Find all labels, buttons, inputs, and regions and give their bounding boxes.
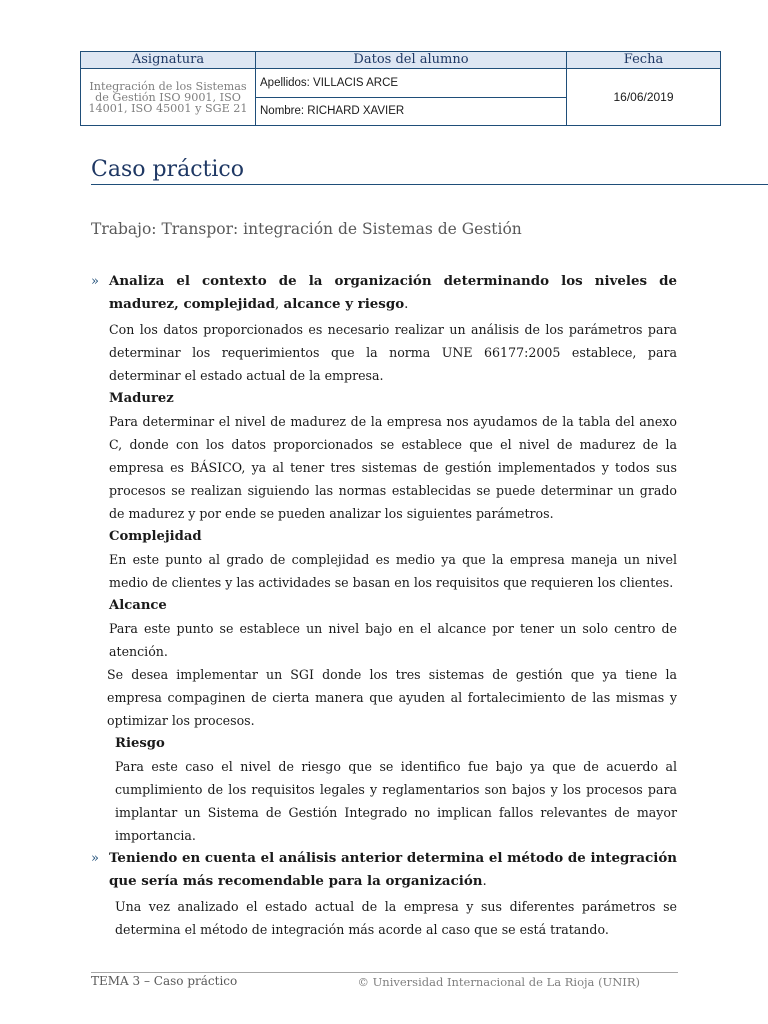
student-surname: Apellidos: VILLACIS ARCE [256,69,567,98]
header-date-label: Fecha [567,52,721,69]
chevron-bullet-icon: » [91,274,99,289]
answer-2-paragraph: Una vez analizado el estado actual de la empresa y sus diferentes parámetros se determina el método de integración más acorde al caso que se está tratando. [115,899,677,937]
alcance-paragraph: Para este punto se establece un nivel bajo en el alcance por tener un solo centro de atención. [109,621,677,659]
section-heading-riesgo: Riesgo [115,736,165,751]
footer-copyright: © Universidad Internacional de La Rioja (UNIR) [357,975,640,989]
submission-date: 16/06/2019 [567,69,721,126]
madurez-paragraph: Para determinar el nivel de madurez de la empresa nos ayudamos de la tabla del anexo C, donde con los datos proporcionados se establece que el nivel de madurez de la empresa es BÁSICO, ya al tener tres sistemas de gestión implementados y todos sus procesos se realizan siguiendo las normas establecidas se puede determinar un grado de madurez y por ende se pueden analizar los siguientes parámetros. [109,414,677,521]
question-1 [91,270,677,847]
section-heading-complejidad: Complejidad [109,529,202,544]
chevron-bullet-icon: » [91,851,99,866]
document-body [91,270,677,941]
subject-name: Integración de los Sistemas de Gestión ISO 9001, ISO 14001, ISO 45001 y SGE 21 [81,69,256,126]
section-heading-madurez: Madurez [109,391,174,406]
intro-paragraph: Con los datos proporcionados es necesario realizar un análisis de los parámetros para determinar los requerimientos que la norma UNE 66177:2005 establece, para determinar el estado actual de la empresa. [109,322,677,383]
student-name: Nombre: RICHARD XAVIER [256,97,567,126]
question-2 [91,847,677,941]
question-1-text: Analiza el contexto de la organización determinando los niveles de madurez, complejidad, alcance y riesgo. [109,273,677,312]
header-table [80,51,721,126]
header-student-label: Datos del alumno [256,52,567,69]
riesgo-paragraph: Para este caso el nivel de riesgo que se identifico fue bajo ya que de acuerdo al cumplimiento de los requisitos legales y reglamentarios son bajos y los procesos para implantar un Sistema de Gestión Integrado no implican fallos relevantes de mayor importancia. [115,759,677,843]
footer-topic: TEMA 3 – Caso práctico [91,974,238,988]
complejidad-paragraph: En este punto al grado de complejidad es medio ya que la empresa maneja un nivel medio de clientes y las actividades se basan en los requisitos que requieren los clientes. [109,552,677,590]
header-subject-label: Asignatura [81,52,256,69]
page-title: Caso práctico [91,157,244,182]
title-divider [91,184,768,185]
alcance-paragraph-2: Se desea implementar un SGI donde los tres sistemas de gestión que ya tiene la empresa compaginen de cierta manera que ayuden al fortalecimiento de las mismas y optimizar los procesos. [107,667,677,728]
question-2-text: Teniendo en cuenta el análisis anterior determina el método de integración que sería más recomendable para la organización. [109,850,677,889]
assignment-subtitle: Trabajo: Transpor: integración de Sistemas de Gestión [91,220,522,238]
section-heading-alcance: Alcance [109,598,167,613]
footer-divider [91,972,678,973]
